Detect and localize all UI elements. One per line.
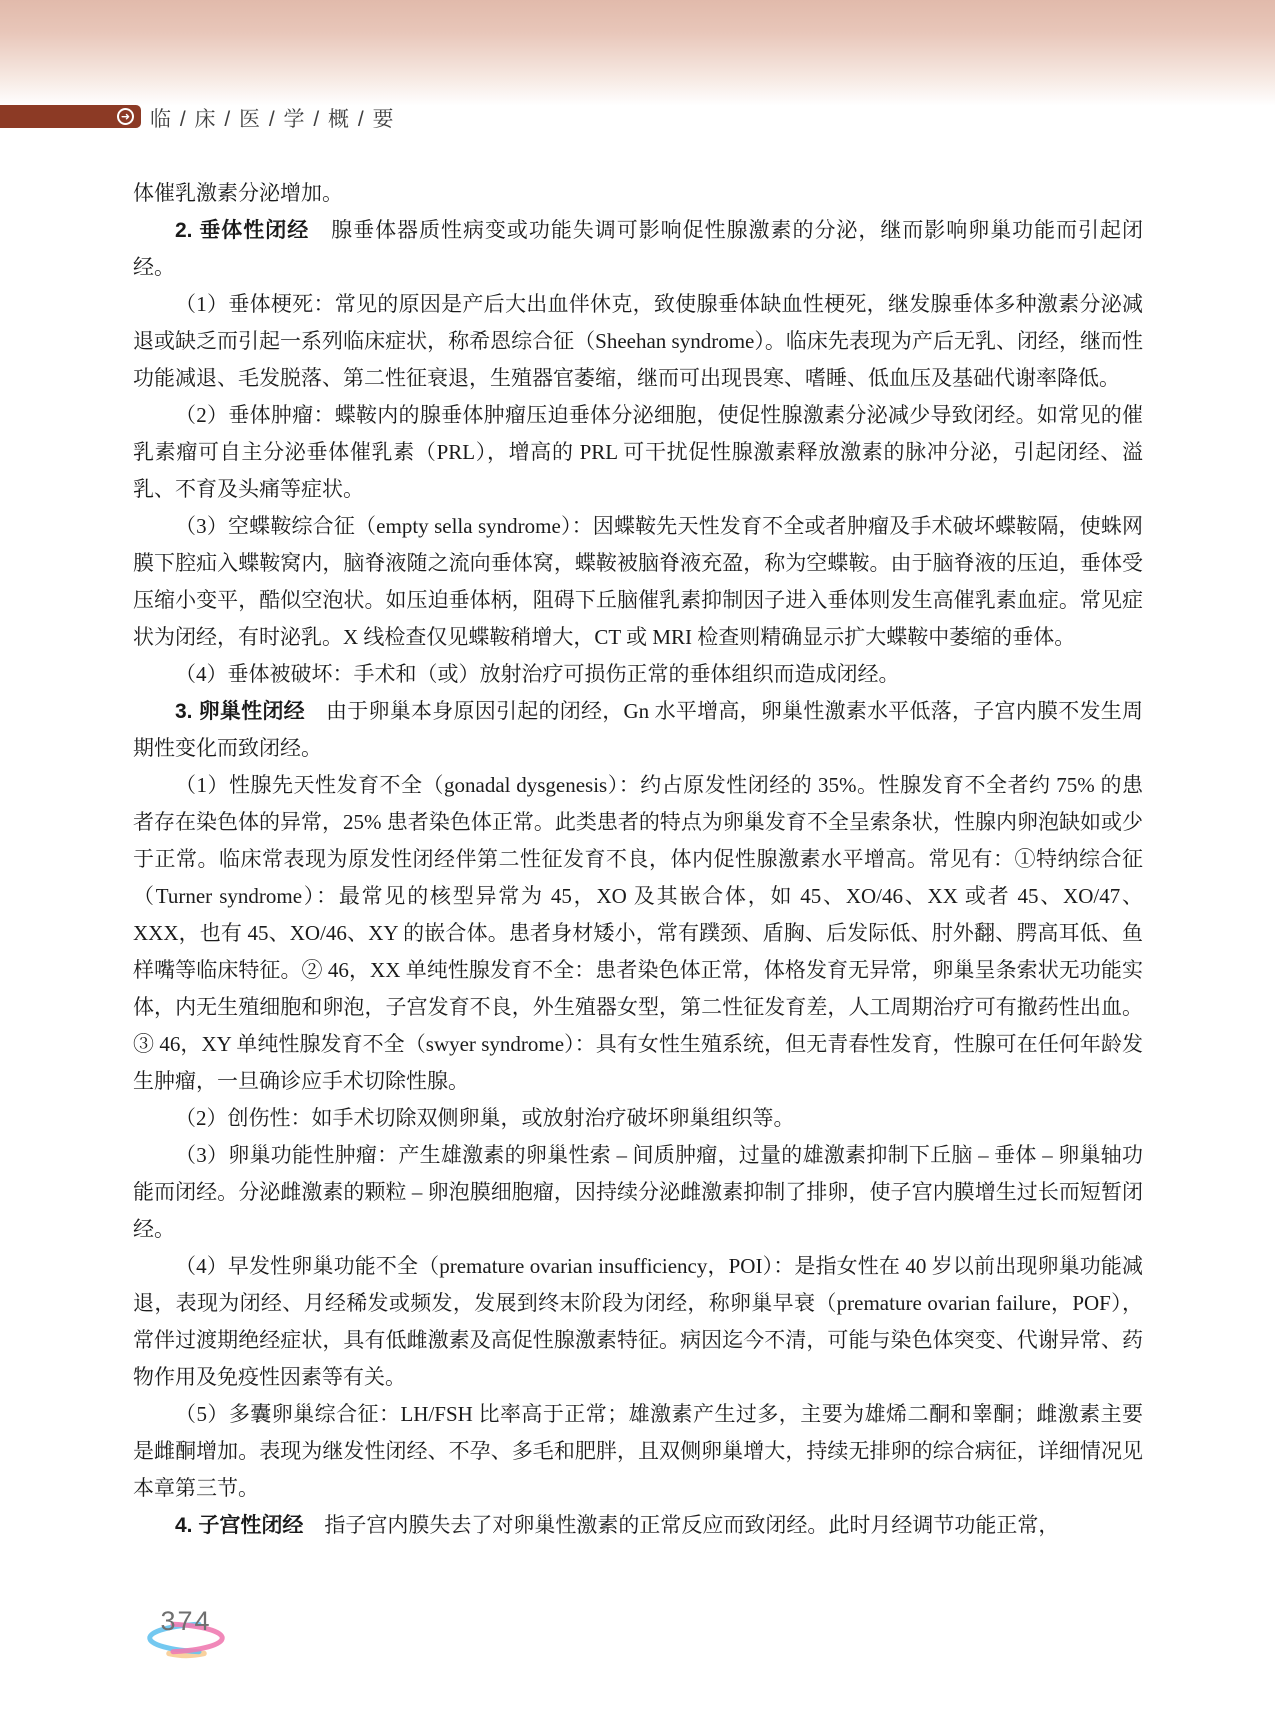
paragraph	[133, 397, 1143, 508]
paragraph-text: （1）垂体梗死：常见的原因是产后大出血伴休克，致使腺垂体缺血性梗死，继发腺垂体多种激素分泌减退或缺乏而引起一系列临床症状，称希恩综合征（Sheehan syndrome）。临床先表现为产后无乳、闭经，继而性功能减退、毛发脱落、第二性征衰退，生殖器官萎缩，继而可出现畏寒、嗜睡、低血压及基础代谢率降低。	[133, 292, 1143, 390]
paragraph	[133, 693, 1143, 767]
page-footer	[114, 1606, 258, 1658]
paragraph	[133, 1100, 1143, 1137]
paragraph-text: （3）卵巢功能性肿瘤：产生雄激素的卵巢性索 – 间质肿瘤，过量的雄激素抑制下丘脑 – 垂体 – 卵巢轴功能而闭经。分泌雌激素的颗粒 – 卵泡膜细胞瘤，因持续分泌雌激素抑制了排卵，使子宫内膜增生过长而短暂闭经。	[133, 1143, 1143, 1241]
paragraph	[133, 286, 1143, 397]
paragraph-text: 指子宫内膜失去了对卵巢性激素的正常反应而致闭经。此时月经调节功能正常，	[303, 1513, 1060, 1537]
paragraph-text: 体催乳激素分泌增加。	[133, 181, 343, 205]
arrow-right-icon: ➜	[117, 108, 134, 125]
paragraph-text: 腺垂体器质性病变或功能失调可影响促性腺激素的分泌，继而影响卵巢功能而引起闭经。	[133, 218, 1143, 279]
paragraph-text: 由于卵巢本身原因引起的闭经，Gn 水平增高，卵巢性激素水平低落，子宫内膜不发生周期性变化而致闭经。	[133, 699, 1143, 760]
paragraph-text: （3）空蝶鞍综合征（empty sella syndrome）：因蝶鞍先天性发育不全或者肿瘤及手术破坏蝶鞍隔，使蛛网膜下腔疝入蝶鞍窝内，脑脊液随之流向垂体窝，蝶鞍被脑脊液充盈，称为空蝶鞍。由于脑脊液的压迫，垂体受压缩小变平，酷似空泡状。如压迫垂体柄，阻碍下丘脑催乳素抑制因子进入垂体则发生高催乳素血症。常见症状为闭经，有时泌乳。X 线检查仅见蝶鞍稍增大，CT 或 MRI 检查则精确显示扩大蝶鞍中萎缩的垂体。	[133, 514, 1143, 649]
paragraph	[133, 212, 1143, 286]
page-header-title: 临 / 床 / 医 / 学 / 概 / 要	[150, 108, 396, 131]
paragraph	[133, 1396, 1143, 1507]
paragraph-text: （2）创伤性：如手术切除双侧卵巢，或放射治疗破坏卵巢组织等。	[175, 1106, 795, 1130]
paragraph-text: （2）垂体肿瘤：蝶鞍内的腺垂体肿瘤压迫垂体分泌细胞，使促性腺激素分泌减少导致闭经。如常见的催乳素瘤可自主分泌垂体催乳素（PRL），增高的 PRL 可干扰促性腺激素释放激素的脉冲分泌，引起闭经、溢乳、不育及头痛等症状。	[133, 403, 1143, 501]
page-number: 374	[160, 1606, 212, 1636]
chapter-tab-bar	[0, 105, 141, 128]
paragraph-text: （4）垂体被破坏：手术和（或）放射治疗可损伤正常的垂体组织而造成闭经。	[175, 662, 900, 686]
paragraph	[133, 767, 1143, 1100]
section-heading: 4. 子宫性闭经	[175, 1514, 304, 1537]
paragraph	[133, 508, 1143, 656]
paragraph	[133, 1248, 1143, 1396]
paragraph	[133, 1507, 1143, 1544]
paragraph	[133, 656, 1143, 693]
body-text	[133, 175, 1143, 1544]
paragraph-text: （5）多囊卵巢综合征：LH/FSH 比率高于正常；雄激素产生过多，主要为雄烯二酮和睾酮；雌激素主要是雌酮增加。表现为继发性闭经、不孕、多毛和肥胖，且双侧卵巢增大，持续无排卵的综合病征，详细情况见本章第三节。	[133, 1402, 1143, 1500]
paragraph-text: （1）性腺先天性发育不全（gonadal dysgenesis）：约占原发性闭经的 35%。性腺发育不全者约 75% 的患者存在染色体的异常，25% 患者染色体正常。此类患者的特点为卵巢发育不全呈索条状，性腺内卵泡缺如或少于正常。临床常表现为原发性闭经伴第二性征发育不良，体内促性腺激素水平增高。常见有：①特纳综合征（Turner syndrome）：最常见的核型异常为 45，XO 及其嵌合体，如 45、XO/46、XX 或者 45、XO/47、XXX，也有 45、XO/46、XY 的嵌合体。患者身材矮小，常有蹼颈、盾胸、后发际低、肘外翻、腭高耳低、鱼样嘴等临床特征。② 46，XX 单纯性腺发育不全：患者染色体正常，体格发育无异常，卵巢呈条索状无功能实体，内无生殖细胞和卵泡，子宫发育不良，外生殖器女型，第二性征发育差，人工周期治疗可有撤药性出血。③ 46，XY 单纯性腺发育不全（swyer syndrome）：具有女性生殖系统，但无青春性发育，性腺可在任何年龄发生肿瘤，一旦确诊应手术切除性腺。	[133, 773, 1143, 1093]
paragraph	[133, 175, 1143, 212]
paragraph-text: （4）早发性卵巢功能不全（premature ovarian insufficiency，POI）：是指女性在 40 岁以前出现卵巢功能减退，表现为闭经、月经稀发或频发，发展到终末阶段为闭经，称卵巢早衰（premature ovarian failure，POF），常伴过渡期绝经症状，具有低雌激素及高促性腺激素特征。病因迄今不清，可能与染色体突变、代谢异常、药物作用及免疫性因素等有关。	[133, 1254, 1143, 1389]
top-gradient-band	[0, 0, 1275, 106]
section-heading: 3. 卵巢性闭经	[175, 700, 305, 723]
paragraph	[133, 1137, 1143, 1248]
section-heading: 2. 垂体性闭经	[175, 219, 310, 242]
